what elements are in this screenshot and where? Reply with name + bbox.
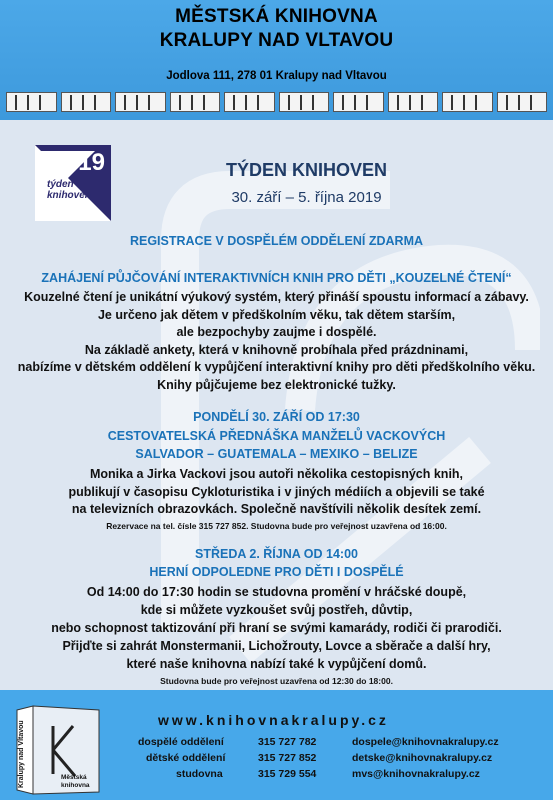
section1-line: Knihy půjčujeme bez elektronické tužky.	[157, 378, 396, 392]
section3-date: STŘEDA 2. ŘÍJNA OD 14:00	[194, 547, 358, 561]
contact-phone: 315 727 852	[258, 752, 317, 764]
section3-line: Od 14:00 do 17:30 hodin se studovna promění v hráčské doupě,	[86, 585, 467, 599]
website-link[interactable]: www.knihovnakralupy.cz	[158, 712, 389, 728]
section3-note: Studovna bude pro veřejnost uzavřena od 12:30 do 18:00.	[160, 676, 393, 686]
section1-line: ale bezpochyby zaujme i dospělé.	[176, 325, 377, 339]
header-banner	[0, 0, 553, 120]
book-spine-icon	[388, 92, 439, 112]
book-spine-icon	[115, 92, 166, 112]
section2-date: PONDĚLÍ 30. ZÁŘÍ OD 17:30	[193, 410, 360, 424]
section1-heading: ZAHÁJENÍ PŮJČOVÁNÍ INTERAKTIVNÍCH KNIH PRO DĚTI „KOUZELNÉ ČTENÍ“	[41, 271, 512, 285]
contact-email[interactable]: dospele@knihovnakralupy.cz	[352, 736, 499, 748]
library-name: MĚSTSKÁ KNIHOVNA	[175, 6, 378, 27]
section2-line: na televizních obrazovkách. Společně navštívili několik desítek zemí.	[71, 502, 482, 516]
book-spine-icon	[61, 92, 112, 112]
book-spine-icon	[170, 92, 221, 112]
library-town: KRALUPY NAD VLTAVOU	[159, 30, 394, 51]
book-spine-icon	[6, 92, 57, 112]
section3-heading: HERNÍ ODPOLEDNE PRO DĚTI I DOSPĚLÉ	[149, 565, 404, 579]
footer-library-logo	[13, 704, 103, 796]
section3-line: které naše knihovna nabízí také k vypůjčení domů.	[126, 657, 427, 671]
section2-note: Rezervace na tel. čísle 315 727 852. Studovna bude pro veřejnost uzavřena od 16:00.	[106, 521, 447, 531]
contact-dept: dospělé oddělení	[138, 736, 224, 748]
registration-note: REGISTRACE V DOSPĚLÉM ODDĚLENÍ ZDARMA	[129, 234, 424, 248]
contact-email[interactable]: detske@knihovnakralupy.cz	[352, 752, 493, 764]
book-spine-icon	[279, 92, 330, 112]
section1-line: Kouzelné čtení je unikátní výukový systém, který přináší spoustu informací a zábavy.	[24, 290, 529, 304]
section3-line: Přijďte si zahrát Monstermanii, Lichožrouty, Lovce a sběrače a další hry,	[62, 639, 491, 653]
library-address: Jodlova 111, 278 01 Kralupy nad Vltavou	[166, 70, 387, 82]
contact-email[interactable]: mvs@knihovnakralupy.cz	[352, 768, 480, 780]
section3-line: kde si můžete vyzkoušet svůj postřeh, důvtip,	[140, 603, 413, 617]
event-dates: 30. září – 5. října 2019	[231, 189, 382, 206]
section1-line: Na základě ankety, která v knihovně probíhala před prázdninami,	[84, 343, 469, 357]
book-spine-icon	[224, 92, 275, 112]
section2-heading: CESTOVATELSKÁ PŘEDNÁŠKA MANŽELŮ VACKOVÝCH	[107, 429, 446, 443]
book-spine-icon	[442, 92, 493, 112]
footer-logo-text: Městská knihovna	[61, 774, 90, 789]
book-spine-icon	[497, 92, 548, 112]
book-spines-strip	[6, 92, 547, 112]
contact-dept: studovna	[176, 768, 223, 780]
contact-dept: dětské oddělení	[146, 752, 226, 764]
logo-number: 19	[78, 149, 105, 176]
section2-countries: SALVADOR – GUATEMALA – MEXIKO – BELIZE	[135, 447, 418, 461]
section3-line: nebo schopnost taktizování při hraní se svými kamarády, rodiči či prarodiči.	[51, 621, 502, 635]
section2-line: Monika a Jirka Vackovi jsou autoři několika cestopisných knih,	[89, 467, 464, 481]
book-spine-icon	[333, 92, 384, 112]
logo-text-line2: knihoven	[47, 190, 91, 201]
section2-line: publikují v časopisu Cykloturistika i v jiných médiích a objevili se také	[68, 485, 485, 499]
contact-phone: 315 729 554	[258, 768, 317, 780]
section1-line: nabízíme v dětském oddělení k vypůjčení interaktivní knihy pro děti předškolního věku.	[17, 360, 536, 374]
contact-phone: 315 727 782	[258, 736, 317, 748]
tyden-knihoven-logo	[35, 145, 111, 221]
event-title: TÝDEN KNIHOVEN	[225, 160, 387, 180]
logo-text-line1: týden	[47, 179, 74, 190]
footer-logo-vertical-text: Kralupy nad Vltavou	[18, 720, 25, 788]
section1-line: Je určeno jak dětem v předškolním věku, tak dětem starším,	[97, 308, 456, 322]
